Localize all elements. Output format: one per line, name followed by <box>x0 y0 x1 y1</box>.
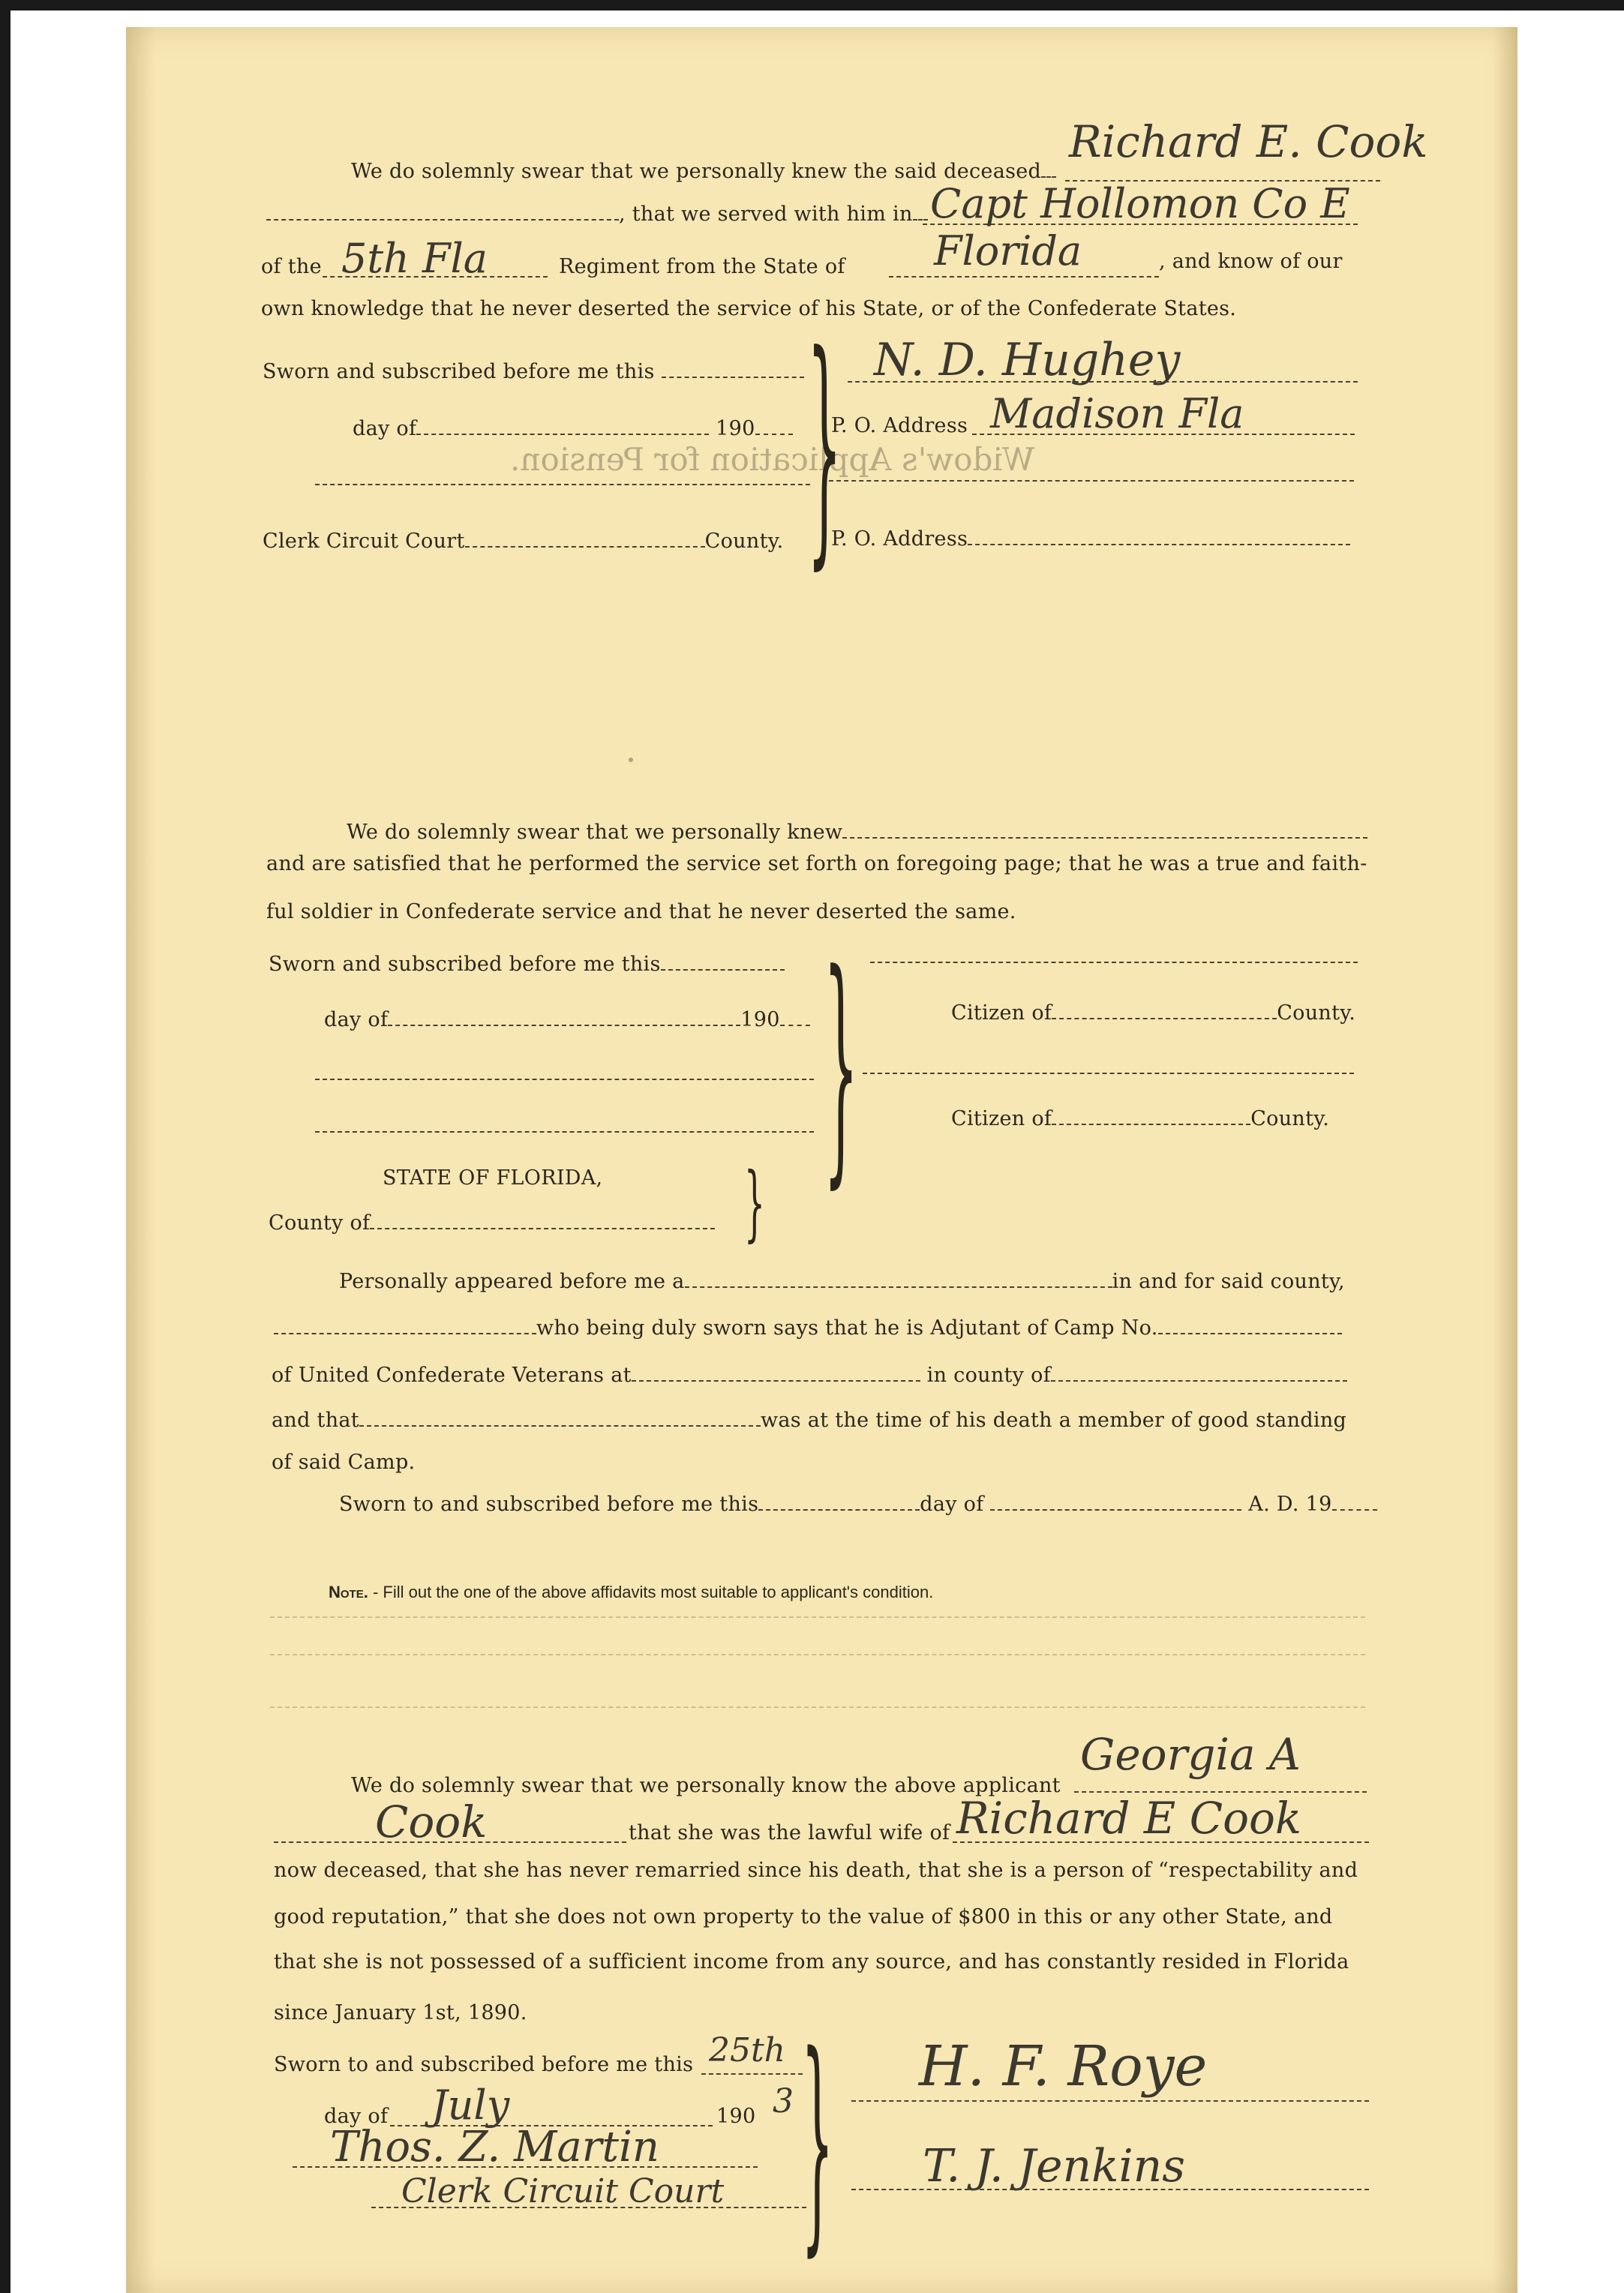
s1-regiment-handwriting: 5th Fla <box>341 235 488 282</box>
s2-line1-text: We do solemnly swear that we personally knew <box>347 821 843 844</box>
s2-county-1: County. <box>1277 1001 1356 1025</box>
s1-po-address-2: P. O. Address <box>831 527 968 551</box>
s2-county-2: County. <box>1250 1107 1330 1130</box>
s4-clerk-signature-handwriting: Thos. Z. Martin <box>330 2123 659 2171</box>
s2-line3-text: ful soldier in Confederate service and that he never deserted the same. <box>266 900 1016 923</box>
s4-line5-text: that she is not possessed of a sufficient income from any source, and has constantly resided in Florida <box>274 1950 1349 1973</box>
s4-year: 190 <box>716 2105 756 2128</box>
s1-line2-text: , that we served with him in <box>619 203 913 226</box>
s4-line1-text: We do solemnly swear that we personally know the above applicant <box>351 1774 1061 1797</box>
s2-sworn-text: Sworn and subscribed before me this <box>269 953 661 976</box>
s1-deceased-name-handwriting: Richard E. Cook <box>1069 116 1428 167</box>
s1-po-handwriting: Madison Fla <box>990 390 1244 437</box>
s1-day-of: day of <box>353 417 417 440</box>
paper-right-edge-shadow <box>1493 27 1517 2293</box>
s1-po-address-1: P. O. Address <box>831 414 968 437</box>
s4-line3-text: now deceased, that she has never remarried since his death, that she is a person of “respectability and <box>274 1859 1358 1882</box>
s2-year: 190 <box>740 1008 780 1031</box>
s4-year-handwriting: 3 <box>773 2082 794 2120</box>
s3-line3-mid: in county of <box>926 1364 1051 1387</box>
ink-speck <box>629 758 633 762</box>
s4-brace: } <box>801 2006 834 2276</box>
s1-line3-mid: Regiment from the State of <box>559 255 845 278</box>
s3-state: STATE OF FLORIDA, <box>383 1166 603 1190</box>
s2-citizen-of-2: Citizen of <box>951 1107 1052 1130</box>
s3-line2-text: who being duly sworn says that he is Adjutant of Camp No. <box>536 1316 1158 1340</box>
s1-year: 190 <box>716 417 755 440</box>
s1-sworn-text: Sworn and subscribed before me this <box>263 360 655 383</box>
s4-line6-text: since January 1st, 1890. <box>274 2001 527 2024</box>
s2-day-of: day of <box>324 1008 389 1031</box>
s4-sworn-text: Sworn to and subscribed before me this <box>274 2053 694 2076</box>
s3-brace: } <box>744 1154 765 1250</box>
s3-ad: A. D. 19 <box>1248 1493 1332 1516</box>
s1-line4-text: own knowledge that he never deserted the service of his State, or of the Confederate States. <box>261 297 1237 320</box>
note-text: - Fill out the one of the above affidavits most suitable to applicant's condition. <box>368 1583 934 1601</box>
s1-company-handwriting: Capt Hollomon Co E <box>930 180 1350 227</box>
s1-county-label: County. <box>704 530 784 553</box>
s2-line2-text: and are satisfied that he performed the service set forth on foregoing page; that he was a true and faith- <box>266 852 1367 875</box>
s4-surname-handwriting: Cook <box>375 1796 488 1847</box>
note-label: Note. <box>329 1583 368 1601</box>
scan-edge-top <box>0 0 1624 11</box>
s4-sworn-day-handwriting: 25th <box>709 2031 786 2069</box>
paper-fold-shadow <box>126 27 156 2293</box>
s1-signer-handwriting: N. D. Hughey <box>874 334 1181 386</box>
s1-state-handwriting: Florida <box>934 227 1082 275</box>
s2-brace: } <box>824 921 859 1209</box>
s3-sworn-text: Sworn to and subscribed before me this <box>339 1493 759 1516</box>
s3-line4-suffix: was at the time of his death a member of good standing <box>760 1409 1347 1432</box>
s3-line5-text: of said Camp. <box>272 1451 416 1474</box>
s3-line1-text: Personally appeared before me a <box>339 1270 685 1293</box>
s4-applicant-handwriting: Georgia A <box>1080 1729 1301 1780</box>
s3-line4-text: and that <box>272 1409 359 1432</box>
scan-edge-left <box>0 0 11 2293</box>
s4-month-handwriting: July <box>431 2081 510 2129</box>
bleed-through-heading: Widow's Application for Pension. <box>510 441 1035 478</box>
s4-husband-handwriting: Richard E Cook <box>956 1793 1302 1844</box>
s4-line2-text: that she was the lawful wife of <box>629 1821 950 1844</box>
s1-line1-text: We do solemnly swear that we personally knew the said deceased <box>351 160 1042 183</box>
s1-line3-prefix: of the <box>261 255 322 278</box>
s1-brace: } <box>807 302 842 590</box>
s3-day-of: day of <box>920 1493 984 1516</box>
s3-line1-suffix: in and for said county, <box>1112 1270 1345 1293</box>
s1-line3-suffix: , and know of our <box>1159 250 1343 273</box>
s4-day-of: day of <box>324 2105 389 2128</box>
s4-witness2-signature-handwriting: T. J. Jenkins <box>923 2140 1186 2192</box>
s4-line4-text: good reputation,” that she does not own property to the value of $800 in this or any other State, and <box>274 1905 1333 1928</box>
s3-county-of: County of <box>269 1211 371 1235</box>
s2-citizen-of-1: Citizen of <box>951 1001 1052 1025</box>
s3-line3-text: of United Confederate Veterans at <box>272 1364 632 1387</box>
s4-clerk-title-handwriting: Clerk Circuit Court <box>401 2172 725 2210</box>
s1-clerk-label: Clerk Circuit Court <box>263 530 465 553</box>
note <box>329 1583 933 1602</box>
s4-witness1-signature-handwriting: H. F. Roye <box>919 2034 1208 2099</box>
